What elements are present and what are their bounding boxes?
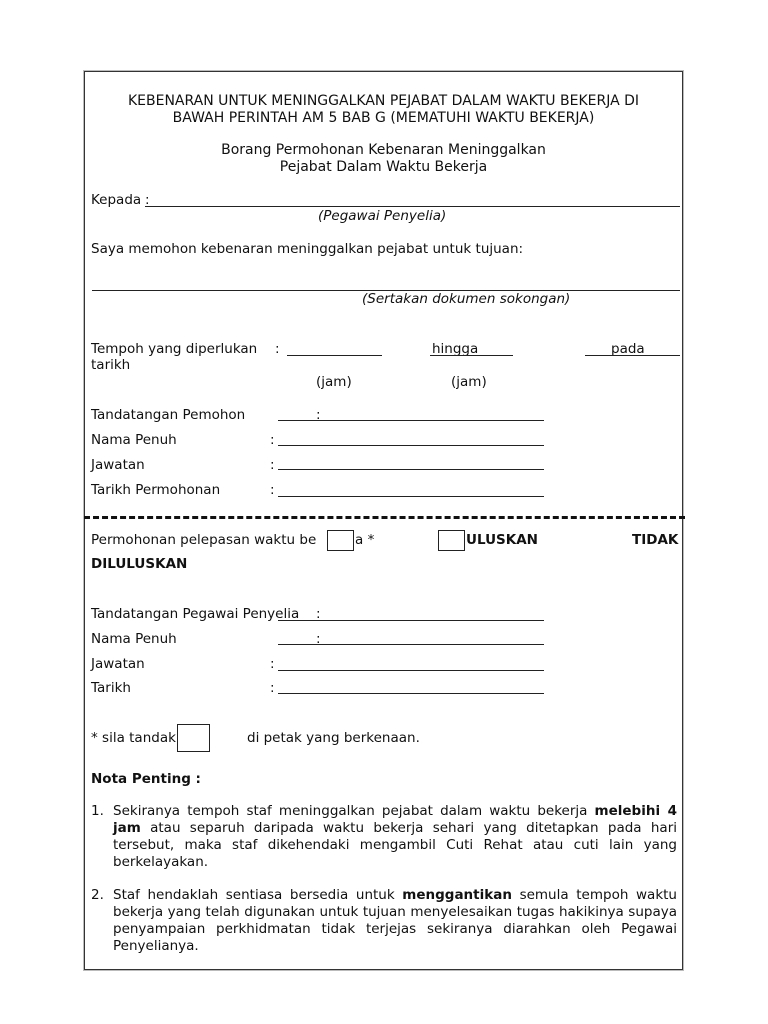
not-label: TIDAK: [632, 532, 679, 548]
supervisor-name-line[interactable]: [278, 644, 544, 645]
docs-caption: (Sertakan dokumen sokongan): [362, 291, 571, 307]
approval-date-line[interactable]: [278, 693, 544, 694]
period-on: pada: [611, 341, 645, 357]
applicant-name-label: Nama Penuh: [91, 432, 177, 448]
applicant-position-line[interactable]: [278, 469, 544, 470]
period-date-line[interactable]: [585, 355, 680, 356]
period-colon: :: [275, 341, 280, 357]
approval-date-label: Tarikh: [91, 680, 131, 696]
approval-text: Permohonan pelepasan waktu be: [91, 532, 317, 548]
period-until: hingga: [432, 341, 479, 357]
to-caption: (Pegawai Penyelia): [318, 208, 447, 224]
applicant-signature-colon: :: [316, 407, 321, 423]
approved-checkbox[interactable]: [327, 530, 354, 551]
request-text: Saya memohon kebenaran meninggalkan pejabat untuk tujuan:: [91, 241, 524, 257]
to-colon: :: [145, 192, 150, 208]
period-label: Tempoh yang diperlukan: [91, 341, 258, 357]
applicant-signature-line[interactable]: [278, 420, 544, 421]
not-approved-checkbox[interactable]: [438, 530, 465, 551]
tick-example-box: [177, 724, 210, 752]
notes-heading: Nota Penting :: [91, 771, 201, 787]
supervisor-name-label: Nama Penuh: [91, 631, 177, 647]
to-input-line[interactable]: [145, 206, 680, 207]
note-item-2: [91, 887, 677, 955]
form-title-line-1: KEBENARAN UNTUK MENINGGALKAN PEJABAT DALAM WAKTU BEKERJA DI: [127, 93, 640, 109]
supervisor-position-label: Jawatan: [91, 656, 145, 672]
applicant-name-line[interactable]: [278, 445, 544, 446]
note-2-number: 2.: [91, 887, 104, 903]
form-subtitle-line-2: Pejabat Dalam Waktu Bekerja: [279, 159, 488, 175]
supervisor-name-colon: :: [316, 631, 321, 647]
not-approved-label: DILULUSKAN: [91, 556, 188, 572]
note-1-number: 1.: [91, 803, 104, 819]
supervisor-position-colon: :: [270, 656, 275, 672]
note-2-text: Staf hendaklah sentiasa bersedia untuk menggantikan semula tempoh waktu bekerja yang telah digunakan untuk tujuan menyelesaikan tugas hakikinya supaya penyampaian perkhidmatan tidak terjejas sekiranya diarahkan oleh Pegawai Penyelianya.: [113, 887, 677, 954]
to-label: Kepada: [91, 192, 142, 208]
application-date-line[interactable]: [278, 496, 544, 497]
hour-label-start: (jam): [316, 374, 352, 390]
application-date-colon: :: [270, 482, 275, 498]
supervisor-signature-label: Tandatangan Pegawai Penyelia: [91, 606, 300, 622]
period-date-label: tarikh: [91, 357, 131, 373]
tick-instruction-prefix: * sila tandak: [91, 730, 176, 746]
form-title-line-2: BAWAH PERINTAH AM 5 BAB G (MEMATUHI WAKTU BEKERJA): [172, 110, 595, 126]
form-subtitle-line-1: Borang Permohonan Kebenaran Meninggalkan: [221, 142, 546, 158]
period-end-line[interactable]: [430, 355, 513, 356]
supervisor-position-line[interactable]: [278, 670, 544, 671]
supervisor-signature-colon: :: [316, 606, 321, 622]
section-divider: [84, 516, 685, 519]
approval-date-colon: :: [270, 680, 275, 696]
hour-label-end: (jam): [451, 374, 487, 390]
application-date-label: Tarikh Permohonan: [91, 482, 221, 498]
supervisor-signature-line[interactable]: [278, 620, 544, 621]
applicant-name-colon: :: [270, 432, 275, 448]
applicant-signature-label: Tandatangan Pemohon: [91, 407, 246, 423]
applicant-position-label: Jawatan: [91, 457, 145, 473]
note-1-text: Sekiranya tempoh staf meninggalkan pejabat dalam waktu bekerja melebihi 4 jam atau separuh daripada waktu bekerja sehari yang ditetapkan pada hari tersebut, maka staf dikehendaki mengambil Cuti Rehat atau cuti lain yang berkelayakan.: [113, 803, 677, 870]
period-start-line[interactable]: [287, 355, 382, 356]
applicant-position-colon: :: [270, 457, 275, 473]
note-item-1: [91, 803, 677, 871]
tick-instruction-suffix: di petak yang berkenaan.: [247, 730, 420, 746]
approved-label: ULUSKAN: [466, 532, 538, 548]
approval-text-mid: a *: [355, 532, 375, 548]
